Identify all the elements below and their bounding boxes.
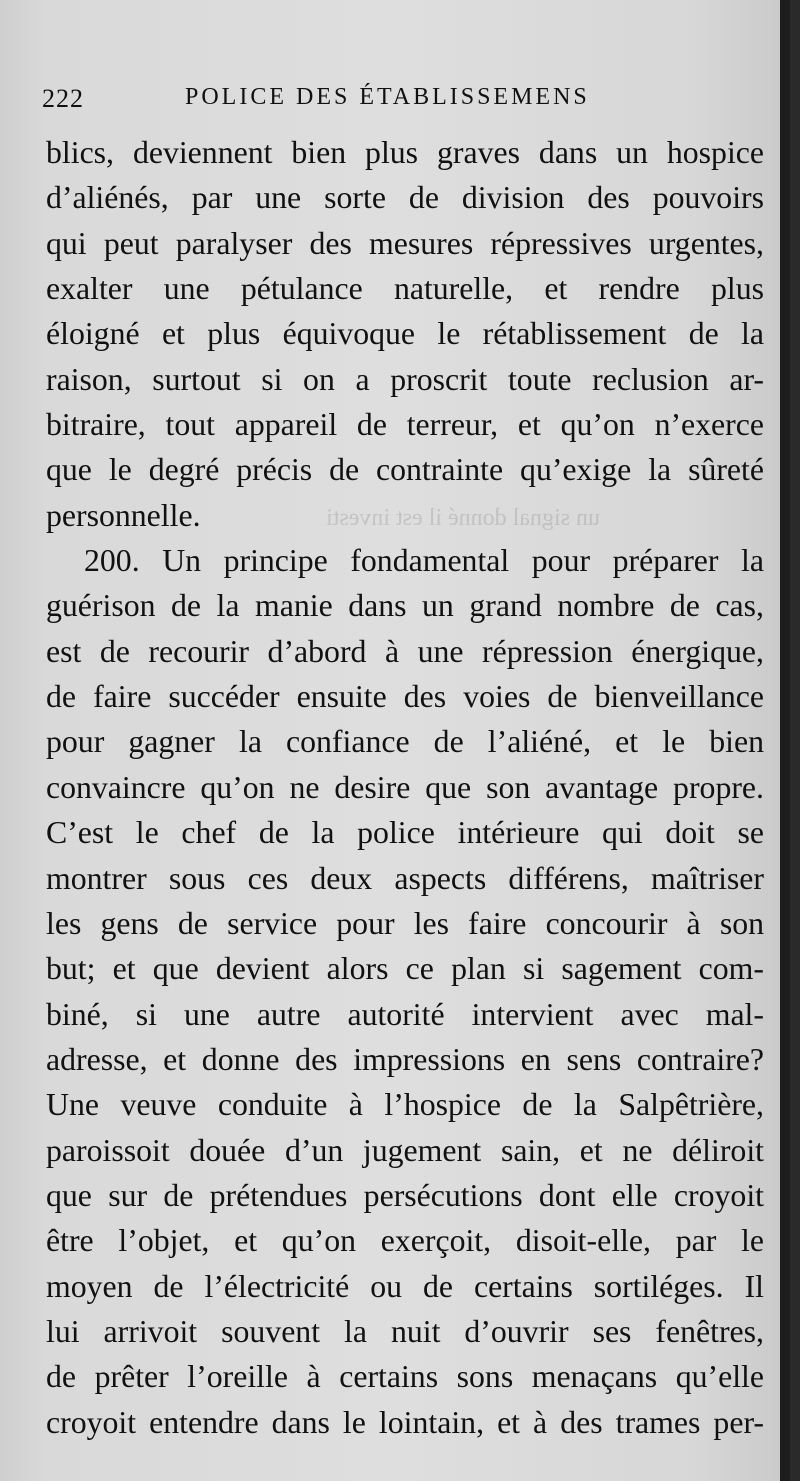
text-line-28: de prêter l’oreille à certains sons menaçans qu’elle xyxy=(46,1359,764,1395)
text-line-6: raison, surtout si on a proscrit toute reclusion ar- xyxy=(46,361,764,397)
text-line-21: adresse, et donne des impressions en sens contraire? xyxy=(46,1041,764,1077)
show-through-text: un signal donné il est investi xyxy=(326,505,600,531)
text-line-20: biné, si une autre autorité intervient avec mal- xyxy=(46,996,764,1032)
text-line-13: de faire succéder ensuite des voies de bienveillance xyxy=(46,679,764,715)
text-line-16: C’est le chef de la police intérieure qui doit se xyxy=(46,815,764,851)
text-line-15: convaincre qu’on ne desire que son avantage propre. xyxy=(46,769,764,805)
page-header xyxy=(42,84,762,124)
text-line-23: paroissoit douée d’un jugement sain, et ne déliroit xyxy=(46,1132,764,1168)
text-line-11: guérison de la manie dans un grand nombre de cas, xyxy=(46,588,764,624)
text-line-4: exalter une pétulance naturelle, et rendre plus xyxy=(46,271,764,307)
text-line-12: est de recourir d’abord à une répression énergique, xyxy=(46,633,764,669)
paragraph-200-start: 200. Un principe fondamental pour préparer la xyxy=(84,543,764,579)
text-line-22: Une veuve conduite à l’hospice de la Salpêtrière, xyxy=(46,1087,764,1123)
text-line-9: personnelle. xyxy=(46,497,201,533)
text-line-24: que sur de prétendues persécutions dont elle croyoit xyxy=(46,1177,764,1213)
text-line-17: montrer sous ces deux aspects différens, maîtriser xyxy=(46,860,764,896)
text-line-18: les gens de service pour les faire concourir à son xyxy=(46,905,764,941)
text-line-5: éloigné et plus équivoque le rétablissement de la xyxy=(46,316,764,352)
page-shadow-edge xyxy=(780,0,790,1481)
text-line-8: que le degré précis de contrainte qu’exige la sûreté xyxy=(46,452,764,488)
page-number: 222 xyxy=(42,84,84,113)
text-line-27: lui arrivoit souvent la nuit d’ouvrir ses fenêtres, xyxy=(46,1313,764,1349)
text-line-14: pour gagner la confiance de l’aliéné, et le bien xyxy=(46,724,764,760)
text-line-1: blics, deviennent bien plus graves dans un hospice xyxy=(46,135,764,170)
text-line-3: qui peut paralyser des mesures répressives urgentes, xyxy=(46,225,764,261)
text-line-7: bitraire, tout appareil de terreur, et qu’on n’exerce xyxy=(46,407,764,443)
text-line-26: moyen de l’électricité ou de certains sortiléges. Il xyxy=(46,1268,764,1304)
text-line-2: d’aliénés, par une sorte de division des pouvoirs xyxy=(46,180,764,216)
text-line-25: être l’objet, et qu’on exerçoit, disoit-elle, par le xyxy=(46,1223,764,1259)
text-line-29: croyoit entendre dans le lointain, et à des trames per- xyxy=(46,1404,764,1440)
body-text xyxy=(46,130,764,1445)
running-title: POLICE DES ÉTABLISSEMENS xyxy=(185,84,590,110)
text-line-19: but; et que devient alors ce plan si sagement com- xyxy=(46,951,764,987)
